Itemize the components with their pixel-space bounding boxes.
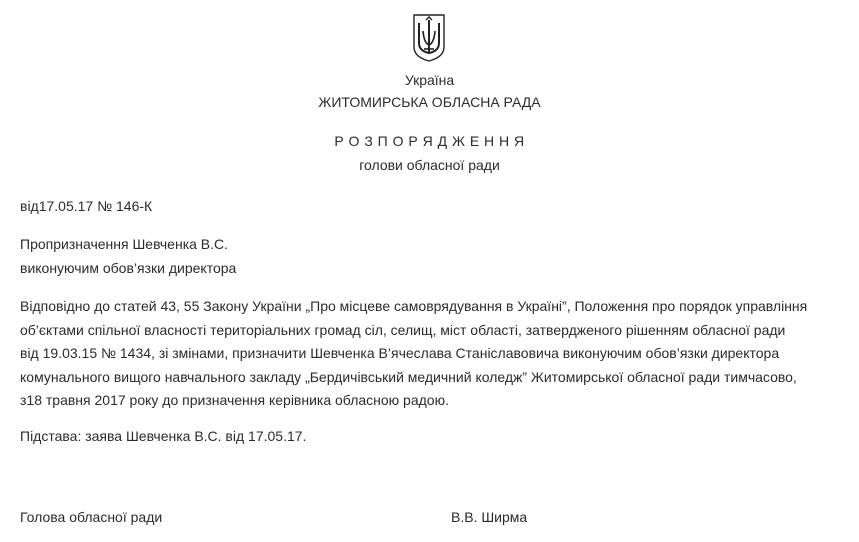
body-line: з18 травня 2017 року до призначення керівника обласною радою. (20, 392, 449, 408)
date-number: від17.05.17 № 146-К (20, 198, 153, 214)
signature-name: В.В. Ширма (451, 509, 528, 525)
document-type: Р О З П О Р Я Д Ж Е Н Н Я (334, 133, 525, 149)
document-subtype: голови обласної ради (359, 157, 500, 173)
body-paragraph (20, 295, 835, 413)
subject-line-2: виконуючим обов’язки директора (20, 260, 237, 276)
country-name: Україна (404, 72, 455, 88)
body-line: Відповідно до статей 43, 55 Закону України „Про місцеве самоврядування в Україні”, Положення про порядок управління (20, 298, 808, 314)
trident-emblem-icon (412, 13, 446, 63)
body-line: від 19.03.15 № 1434, зі змінами, призначити Шевченка В’ячеслава Станіславовича виконуючим обов’язки директора (20, 345, 780, 361)
body-line: комунального вищого навчального закладу „Бердичівський медичний коледж” Житомирської обласної ради тимчасово, (20, 368, 797, 385)
basis-line: Підстава: заява Шевченка В.С. від 17.05.17. (20, 428, 307, 444)
council-name: ЖИТОМИРСЬКА ОБЛАСНА РАДА (318, 94, 541, 110)
body-line: об’єктами спільної власності територіальних громад сіл, селищ, міст області, затвердженого рішенням обласної ради (20, 321, 786, 338)
subject-line-1: Пропризначення Шевченка В.С. (20, 236, 229, 252)
signature-position: Голова обласної ради (20, 509, 163, 525)
